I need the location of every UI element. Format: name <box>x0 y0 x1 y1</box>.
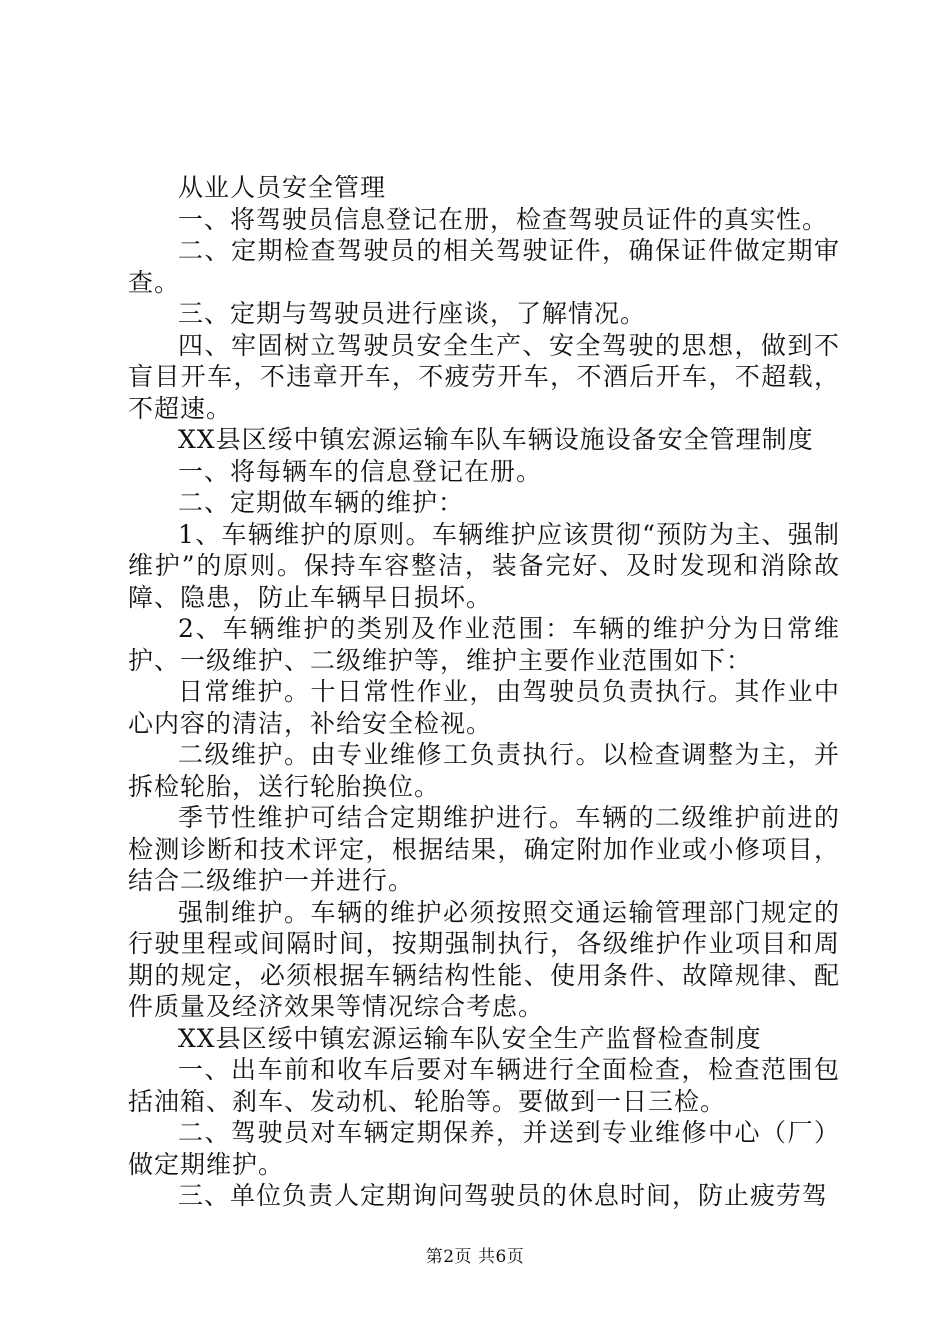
paragraph: 三、定期与驾驶员进行座谈，了解情况。 <box>178 299 647 328</box>
section-heading: XX县区绥中镇宏源运输车队车辆设施设备安全管理制度 <box>178 425 814 454</box>
paragraph: 季节性维护可结合定期维护进行。车辆的二级维护前进的检测诊断和技术评定，根据结果，确定附加作业或小修项目，结合二级维护一并进行。 <box>128 803 840 895</box>
paragraph: 1、车辆维护的原则。车辆维护应该贯彻“预防为主、强制维护”的原则。保持车容整洁，装备完好、及时发现和消除故障、隐患，防止车辆早日损坏。 <box>128 519 840 612</box>
paragraph: 三、单位负责人定期询问驾驶员的休息时间，防止疲劳驾 <box>178 1181 829 1210</box>
paragraph: 2、车辆维护的类别及作业范围：车辆的维护分为日常维护、一级维护、二级维护等，维护主要作业范围如下： <box>128 614 840 675</box>
paragraph: 二、定期检查驾驶员的相关驾驶证件，确保证件做定期审查。 <box>128 236 840 297</box>
page-number-footer: 第2页 共6页 <box>425 1247 525 1267</box>
section-heading: 从业人员安全管理 <box>178 173 387 202</box>
paragraph: 二、驾驶员对车辆定期保养，并送到专业维修中心（厂）做定期维护。 <box>128 1118 840 1179</box>
paragraph: 二级维护。由专业维修工负责执行。以检查调整为主，并拆检轮胎，送行轮胎换位。 <box>128 740 840 801</box>
paragraph: 一、出车前和收车后要对车辆进行全面检查，检查范围包括油箱、刹车、发动机、轮胎等。要做到一日三检。 <box>128 1055 840 1116</box>
paragraph: 二、定期做车辆的维护： <box>178 488 465 517</box>
paragraph: 一、将每辆车的信息登记在册。 <box>178 456 543 486</box>
document-body <box>128 172 840 1212</box>
paragraph: 强制维护。车辆的维护必须按照交通运输管理部门规定的行驶里程或间隔时间，按期强制执行，各级维护作业项目和周期的规定，必须根据车辆结构性能、使用条件、故障规律、配件质量及经济效果等情况综合考虑。 <box>128 897 840 1021</box>
paragraph: 日常维护。十日常性作业，由驾驶员负责执行。其作业中心内容的清洁，补给安全检视。 <box>128 677 840 738</box>
paragraph: 四、牢固树立驾驶员安全生产、安全驾驶的思想，做到不盲目开车，不违章开车，不疲劳开车，不酒后开车，不超载，不超速。 <box>128 330 840 423</box>
paragraph: 一、将驾驶员信息登记在册，检查驾驶员证件的真实性。 <box>178 204 829 234</box>
section-heading: XX县区绥中镇宏源运输车队安全生产监督检查制度 <box>178 1023 762 1053</box>
